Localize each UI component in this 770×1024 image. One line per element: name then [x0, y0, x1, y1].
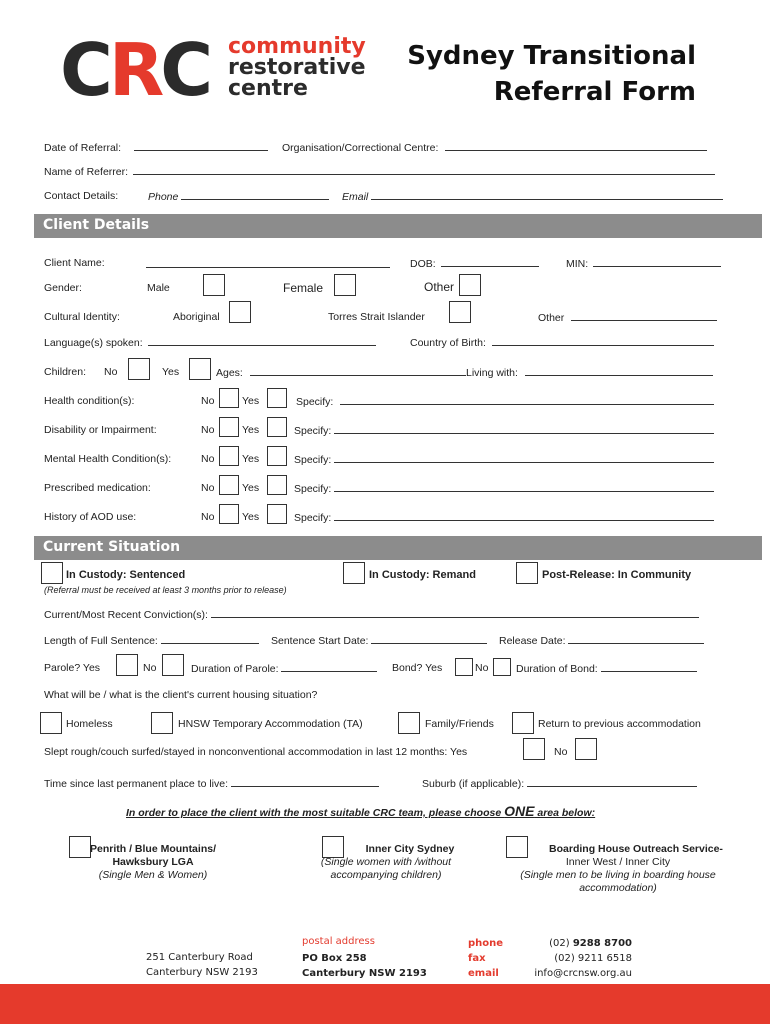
- team-inner-city-line2: (Single women with /without: [320, 856, 452, 868]
- condition-specify-field[interactable]: [334, 482, 714, 492]
- footer-email-value[interactable]: info@crcnsw.org.au: [534, 968, 632, 979]
- suburb-field[interactable]: [527, 777, 697, 787]
- logo-line-centre: centre: [228, 76, 308, 101]
- slept-rough-no-label: No: [554, 746, 568, 758]
- logo-letter-r: R: [108, 28, 161, 112]
- condition-specify-label: Specify:: [294, 425, 332, 437]
- cultural-other-label: Other: [538, 312, 565, 324]
- suburb-row: [422, 777, 697, 790]
- cultural-other-field[interactable]: [571, 311, 717, 321]
- aboriginal-checkbox[interactable]: [229, 301, 251, 323]
- dob-field[interactable]: [441, 257, 539, 267]
- suburb-label: Suburb (if applicable):: [422, 778, 525, 790]
- time-since-field[interactable]: [231, 777, 379, 787]
- team-inner-city: [296, 843, 476, 882]
- logo-line-restorative: restorative: [228, 55, 366, 80]
- phone-label: Phone: [148, 191, 179, 203]
- condition-no-label: No: [201, 511, 215, 523]
- team-inner-city-title: Inner City Sydney: [365, 843, 455, 855]
- conviction-field[interactable]: [211, 608, 699, 618]
- release-date-row: [499, 634, 704, 647]
- team-instruction-post: area below:: [534, 807, 596, 819]
- team-penrith-title: Penrith / Blue Mountains/: [89, 843, 216, 855]
- condition-specify-label: Specify:: [296, 396, 334, 408]
- bond-duration-row: [516, 662, 697, 675]
- homeless-checkbox[interactable]: [40, 712, 62, 734]
- footer-email-label: email: [468, 968, 499, 979]
- return-accommodation-checkbox[interactable]: [512, 712, 534, 734]
- logo-text: [228, 36, 366, 99]
- min-row: [566, 257, 721, 270]
- cultural-identity-label: Cultural Identity:: [44, 311, 120, 323]
- form-title: [407, 38, 696, 110]
- gender-female-checkbox[interactable]: [334, 274, 356, 296]
- aboriginal-label: Aboriginal: [173, 311, 220, 323]
- condition-yes-label: Yes: [242, 424, 260, 436]
- parole-duration-row: [191, 662, 377, 675]
- language-field[interactable]: [148, 336, 376, 346]
- condition-specify-field[interactable]: [334, 424, 714, 434]
- referrer-field[interactable]: [133, 165, 715, 175]
- children-no-label: No: [104, 366, 118, 378]
- custody-sentenced-checkbox[interactable]: [41, 562, 63, 584]
- condition-no-label: No: [201, 482, 215, 494]
- return-accommodation-label: Return to previous accommodation: [538, 718, 701, 730]
- sentence-length-row: [44, 634, 259, 647]
- condition-specify-row: [294, 424, 714, 437]
- sentence-start-row: [271, 634, 487, 647]
- min-label: MIN:: [566, 258, 589, 270]
- sentence-length-field[interactable]: [161, 634, 259, 644]
- condition-yes-checkbox[interactable]: [267, 446, 287, 466]
- ages-field[interactable]: [250, 366, 466, 376]
- footer-street2: Canterbury NSW 2193: [146, 967, 258, 978]
- referrer-row: [44, 165, 715, 178]
- bond-no-checkbox[interactable]: [493, 658, 511, 676]
- contact-row: [44, 190, 118, 202]
- team-instruction-pre: In order to place the client with the most suitable CRC team, please choose: [126, 807, 505, 819]
- country-label: Country of Birth:: [410, 337, 486, 349]
- conviction-label: Current/Most Recent Conviction(s):: [44, 609, 208, 621]
- logo-letter-c1: C: [60, 28, 109, 112]
- organisation-row: [282, 141, 707, 154]
- referral-date-field[interactable]: [134, 141, 268, 151]
- hnsw-checkbox[interactable]: [151, 712, 173, 734]
- slept-rough-yes-checkbox[interactable]: [523, 738, 545, 760]
- sentence-start-field[interactable]: [371, 634, 487, 644]
- phone-field[interactable]: [181, 190, 329, 200]
- condition-specify-row: [294, 482, 714, 495]
- parole-no-checkbox[interactable]: [162, 654, 184, 676]
- torres-strait-checkbox[interactable]: [449, 301, 471, 323]
- condition-no-label: No: [201, 424, 215, 436]
- hnsw-label: HNSW Temporary Accommodation (TA): [178, 718, 363, 730]
- family-friends-checkbox[interactable]: [398, 712, 420, 734]
- condition-specify-field[interactable]: [340, 395, 714, 405]
- team-penrith: [86, 843, 220, 882]
- children-label: Children:: [44, 366, 87, 378]
- condition-yes-checkbox[interactable]: [267, 417, 287, 437]
- email-row: [342, 190, 723, 203]
- parole-no-label: No: [143, 662, 157, 674]
- footer-contact-values: [526, 936, 632, 981]
- current-situation-header: Current Situation: [34, 536, 762, 560]
- condition-specify-row: [294, 453, 714, 466]
- condition-specify-row: [296, 395, 714, 408]
- country-field[interactable]: [492, 336, 714, 346]
- condition-label: Mental Health Condition(s):: [44, 453, 172, 465]
- gender-male-checkbox[interactable]: [203, 274, 225, 296]
- footer-street-address: [146, 950, 258, 980]
- children-no-checkbox[interactable]: [128, 358, 150, 380]
- condition-yes-label: Yes: [242, 453, 260, 465]
- footer-phone-value: [526, 936, 632, 951]
- referral-date-row: [44, 141, 268, 154]
- conviction-row: [44, 608, 699, 621]
- condition-specify-field[interactable]: [334, 511, 714, 521]
- condition-no-checkbox[interactable]: [219, 446, 239, 466]
- bond-duration-label: Duration of Bond:: [516, 663, 598, 675]
- condition-no-label: No: [201, 395, 215, 407]
- gender-other-checkbox[interactable]: [459, 274, 481, 296]
- condition-specify-label: Specify:: [294, 454, 332, 466]
- condition-label: Prescribed medication:: [44, 482, 151, 494]
- footer-po-box: PO Box 258: [302, 953, 367, 964]
- client-name-field[interactable]: [146, 258, 390, 268]
- parole-yes-checkbox[interactable]: [116, 654, 138, 676]
- country-row: [410, 336, 714, 349]
- family-friends-label: Family/Friends: [425, 718, 494, 730]
- children-yes-checkbox[interactable]: [189, 358, 211, 380]
- gender-male-label: Male: [147, 282, 170, 294]
- ages-row: [216, 366, 466, 379]
- team-penrith-line2: Hawksbury LGA: [112, 856, 194, 868]
- condition-yes-checkbox[interactable]: [267, 504, 287, 524]
- condition-yes-label: Yes: [242, 511, 260, 523]
- condition-specify-row: [294, 511, 714, 524]
- condition-yes-checkbox[interactable]: [267, 475, 287, 495]
- language-label: Language(s) spoken:: [44, 337, 143, 349]
- children-yes-label: Yes: [162, 366, 180, 378]
- team-boarding-line2: Inner West / Inner City: [565, 856, 671, 868]
- condition-label: Disability or Impairment:: [44, 424, 157, 436]
- dob-label: DOB:: [410, 258, 436, 270]
- custody-remand-checkbox[interactable]: [343, 562, 365, 584]
- footer-postal-suburb: Canterbury NSW 2193: [302, 968, 427, 979]
- custody-remand-label: In Custody: Remand: [369, 569, 476, 581]
- bond-no-label: No: [475, 662, 489, 674]
- form-title-line1: Sydney Transitional: [407, 41, 696, 71]
- sentence-length-label: Length of Full Sentence:: [44, 635, 158, 647]
- parole-duration-label: Duration of Parole:: [191, 663, 279, 675]
- condition-specify-label: Specify:: [294, 483, 332, 495]
- post-release-checkbox[interactable]: [516, 562, 538, 584]
- ages-label: Ages:: [216, 367, 243, 379]
- footer-fax-value: (02) 9211 6518: [554, 953, 632, 964]
- parole-yes-label: Parole? Yes: [44, 662, 101, 674]
- footer-postal-label: postal address: [302, 936, 375, 947]
- footer-postal-address: [302, 934, 427, 981]
- team-boarding: [500, 843, 736, 895]
- time-since-label: Time since last permanent place to live:: [44, 778, 229, 790]
- team-instruction: [126, 803, 595, 819]
- min-field[interactable]: [593, 257, 721, 267]
- footer-contact-labels: [468, 936, 503, 981]
- team-inner-city-line3: accompanying children): [330, 869, 442, 881]
- gender-other-label: Other: [424, 280, 455, 294]
- logo-letters: [60, 30, 209, 110]
- footer-phone-label: phone: [468, 938, 504, 949]
- sentence-start-label: Sentence Start Date:: [271, 635, 369, 647]
- release-date-label: Release Date:: [499, 635, 566, 647]
- condition-specify-field[interactable]: [334, 453, 714, 463]
- living-with-row: [466, 366, 713, 379]
- condition-no-label: No: [201, 453, 215, 465]
- footer-red-band: [0, 984, 770, 1024]
- client-name-label: Client Name:: [44, 257, 105, 269]
- condition-no-checkbox[interactable]: [219, 388, 239, 408]
- footer-phone-number: 9288 8700: [572, 938, 632, 949]
- time-since-row: [44, 777, 379, 790]
- team-penrith-line3: (Single Men & Women): [98, 869, 208, 881]
- custody-note: (Referral must be received at least 3 months prior to release): [44, 585, 287, 595]
- custody-sentenced-label: In Custody: Sentenced: [66, 569, 186, 581]
- bond-yes-checkbox[interactable]: [455, 658, 473, 676]
- team-instruction-one: ONE: [504, 803, 535, 819]
- condition-yes-label: Yes: [242, 482, 260, 494]
- logo-letter-c2: C: [160, 28, 210, 112]
- email-label: Email: [342, 191, 369, 203]
- email-field[interactable]: [371, 190, 723, 200]
- condition-yes-checkbox[interactable]: [267, 388, 287, 408]
- team-boarding-title: Boarding House Outreach Service-: [549, 843, 723, 855]
- referral-date-label: Date of Referral:: [44, 142, 122, 154]
- condition-yes-label: Yes: [242, 395, 260, 407]
- bond-yes-label: Bond? Yes: [392, 662, 443, 674]
- organisation-label: Organisation/Correctional Centre:: [282, 142, 439, 154]
- release-date-field[interactable]: [568, 634, 704, 644]
- organisation-field[interactable]: [445, 141, 707, 151]
- form-title-line2: Referral Form: [493, 77, 696, 107]
- dob-row: [410, 257, 539, 270]
- team-boarding-line4: accommodation): [579, 882, 657, 894]
- logo-line-community: community: [228, 34, 366, 59]
- housing-question: What will be / what is the client's current housing situation?: [44, 689, 318, 701]
- team-boarding-line3: (Single men to be living in boarding house: [520, 869, 716, 881]
- living-with-label: Living with:: [466, 367, 518, 379]
- footer-street1: 251 Canterbury Road: [146, 952, 253, 963]
- referrer-label: Name of Referrer:: [44, 166, 129, 178]
- phone-row: [148, 190, 329, 203]
- cultural-other-row: [538, 311, 717, 324]
- language-row: [44, 336, 376, 349]
- living-with-field[interactable]: [525, 366, 713, 376]
- condition-no-checkbox[interactable]: [219, 417, 239, 437]
- torres-strait-label: Torres Strait Islander: [328, 311, 425, 323]
- slept-rough-label: Slept rough/couch surfed/stayed in nonconventional accommodation in last 12 months: Yes: [44, 746, 468, 758]
- client-details-header: Client Details: [34, 214, 762, 238]
- contact-label: Contact Details:: [44, 190, 119, 202]
- post-release-label: Post-Release: In Community: [542, 569, 692, 581]
- footer-fax-label: fax: [468, 953, 486, 964]
- condition-no-checkbox[interactable]: [219, 475, 239, 495]
- condition-label: History of AOD use:: [44, 511, 137, 523]
- gender-female-label: Female: [283, 281, 324, 295]
- condition-label: Health condition(s):: [44, 395, 135, 407]
- homeless-label: Homeless: [66, 718, 113, 730]
- slept-rough-no-checkbox[interactable]: [575, 738, 597, 760]
- gender-label: Gender:: [44, 282, 82, 294]
- bond-duration-field[interactable]: [601, 662, 697, 672]
- condition-no-checkbox[interactable]: [219, 504, 239, 524]
- condition-specify-label: Specify:: [294, 512, 332, 524]
- footer-phone-prefix: (02): [549, 938, 573, 949]
- parole-duration-field[interactable]: [281, 662, 377, 672]
